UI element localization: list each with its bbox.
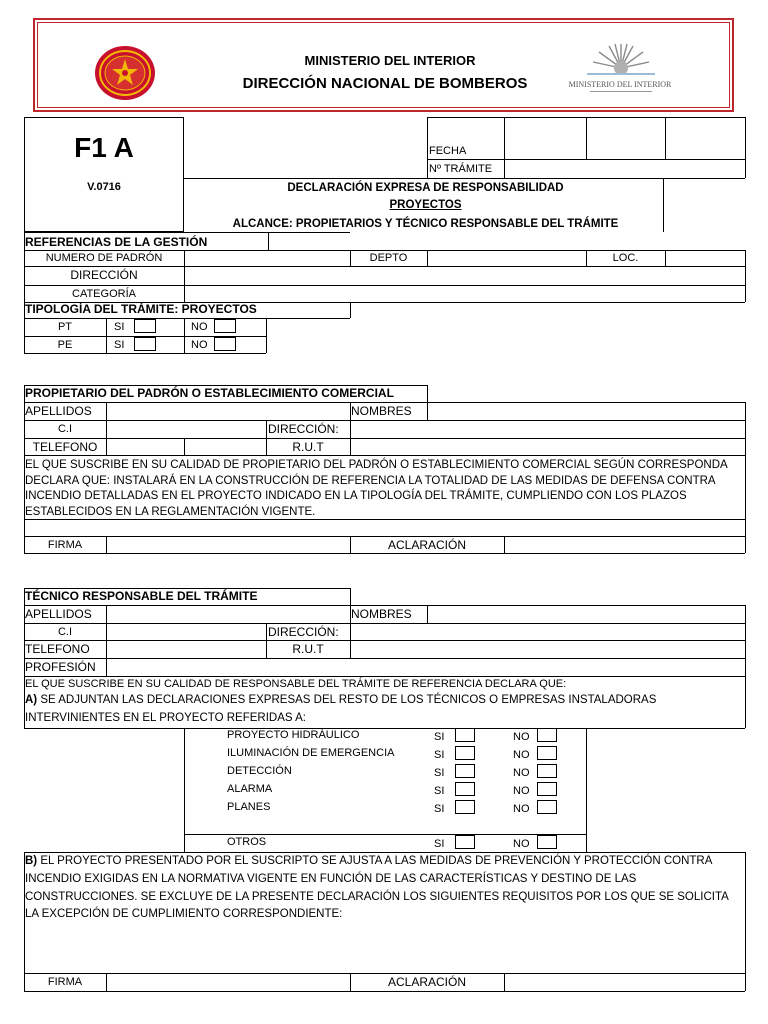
tipologia-pe-label: PE	[57, 339, 73, 351]
ministerio-sun-logo-icon	[585, 40, 657, 80]
tipologia-pe-si-label: SI	[114, 339, 125, 351]
tec-direccion-label: DIRECCIÓN:	[268, 625, 339, 639]
tec-aclaracion-field[interactable]	[505, 974, 744, 990]
direccion-field[interactable]	[185, 267, 744, 284]
prop-ci-label: C.I	[57, 423, 73, 435]
form-scope: ALCANCE: PROPIETARIOS Y TÉCNICO RESPONSABLE DEL TRÁMITE	[232, 218, 619, 230]
prop-nombres-field[interactable]	[428, 403, 744, 419]
tec-a-line1	[25, 694, 656, 707]
hidraulico-si-checkbox[interactable]	[455, 728, 475, 742]
referencias-heading: REFERENCIAS DE LA GESTIÓN	[25, 235, 208, 249]
ministerio-logo-text: MINISTERIO DEL INTERIOR	[568, 80, 672, 89]
logo-subline	[590, 91, 652, 92]
tec-b-label: B)	[25, 855, 38, 867]
prop-firma-label: FIRMA	[47, 539, 83, 551]
tec-b-line1	[25, 854, 712, 868]
prop-rut-field[interactable]	[351, 439, 744, 454]
item-label: PROYECTO HIDRÁULICO	[227, 729, 360, 741]
direction-title: DIRECCIÓN NACIONAL DE BOMBEROS	[242, 75, 528, 92]
depto-label: DEPTO	[369, 252, 408, 264]
prop-declaration-line: EL QUE SUSCRIBE EN SU CALIDAD DE PROPIETARIO DEL PADRÓN O ESTABLECIMIENTO COMERCIAL SEGÚN CORRESPONDA	[25, 459, 728, 471]
form-title: DECLARACIÓN EXPRESA DE RESPONSABILIDAD	[287, 182, 564, 194]
tec-ci-label: C.I	[57, 626, 73, 638]
iluminacion-no-checkbox[interactable]	[537, 746, 557, 760]
tec-b-line: LA EXCEPCIÓN DE CUMPLIMIENTO CORRESPONDIENTE:	[25, 908, 343, 920]
pe-si-checkbox[interactable]	[134, 337, 156, 351]
direccion-label: DIRECCIÓN	[70, 268, 138, 282]
prop-apellidos-label: APELLIDOS	[25, 404, 92, 418]
categoria-field[interactable]	[185, 286, 744, 301]
bomberos-emblem-icon	[93, 44, 157, 102]
fecha-label: FECHA	[429, 145, 467, 157]
deteccion-no-checkbox[interactable]	[537, 764, 557, 778]
tipologia-pt-label: PT	[57, 321, 73, 333]
planes-si-checkbox[interactable]	[455, 800, 475, 814]
tramite-field[interactable]	[505, 160, 744, 177]
form-subtitle: PROYECTOS	[389, 199, 462, 211]
item-no-label: NO	[513, 838, 530, 850]
tec-b-line: INCENDIO EXIGIDAS EN LA NORMATIVA VIGENTE EN FUNCIÓN DE LAS CARACTERÍSTICAS Y DESTINO DE LAS	[25, 873, 637, 885]
prop-apellidos-field[interactable]	[107, 403, 349, 419]
depto-field[interactable]	[428, 251, 585, 265]
item-label: PLANES	[227, 801, 271, 813]
prop-declaration-line: INCENDIO DETALLADAS EN EL PROYECTO INDICADO EN LA TIPOLOGÍA DEL TRÁMITE, CUMPLIENDO CON LOS PLAZOS	[25, 490, 687, 502]
tec-nombres-label: NOMBRES	[351, 607, 412, 621]
item-label: OTROS	[227, 836, 267, 848]
tec-a-line2: INTERVINIENTES EN EL PROYECTO REFERIDAS A:	[25, 712, 306, 724]
tec-profesion-label: PROFESIÓN	[25, 660, 96, 674]
alarma-no-checkbox[interactable]	[537, 782, 557, 796]
loc-label: LOC.	[612, 252, 639, 264]
loc-field[interactable]	[666, 251, 744, 265]
padron-field[interactable]	[185, 251, 349, 265]
prop-declaration-line: DECLARA QUE: INSTALARÁ EN LA CONSTRUCCIÓN DE REFERENCIA LA TOTALIDAD DE LAS MEDIDAS DE DEFENSA CONTRA	[25, 475, 716, 487]
tec-b-line: CONSTRUCCIONES. SE EXCLUYE DE LA PRESENTE DECLARACIÓN LOS SIGUIENTES REQUISITOS POR LOS QUE SE SOLICITA	[25, 891, 729, 903]
prop-declaration-line: ESTABLECIDOS EN LA REGLAMENTACIÓN VIGENTE.	[25, 506, 316, 518]
item-si-label: SI	[434, 731, 445, 743]
tec-ci-field[interactable]	[107, 624, 265, 639]
item-si-label: SI	[434, 838, 445, 850]
hidraulico-no-checkbox[interactable]	[537, 728, 557, 742]
item-label: ILUMINACIÓN DE EMERGENCIA	[227, 747, 395, 759]
tipologia-pt-no-label: NO	[191, 321, 208, 333]
prop-telefono-field[interactable]	[107, 439, 183, 454]
tec-telefono-field[interactable]	[107, 641, 265, 657]
prop-aclaracion-label: ACLARACIÓN	[387, 538, 467, 552]
item-no-label: NO	[513, 785, 530, 797]
tec-a-label: A)	[25, 694, 38, 706]
padron-label: NUMERO DE PADRÓN	[45, 252, 163, 264]
prop-nombres-label: NOMBRES	[351, 404, 412, 418]
item-label: ALARMA	[227, 783, 273, 795]
item-si-label: SI	[434, 803, 445, 815]
prop-rut-label: R.U.T	[292, 440, 324, 454]
tec-apellidos-label: APELLIDOS	[25, 607, 92, 621]
tec-profesion-field[interactable]	[107, 659, 349, 675]
item-label: DETECCIÓN	[227, 765, 292, 777]
tec-a-text: SE ADJUNTAN LAS DECLARACIONES EXPRESAS DEL RESTO DE LOS TÉCNICOS O EMPRESAS INSTALADORAS	[37, 694, 657, 706]
pe-no-checkbox[interactable]	[214, 337, 236, 351]
item-no-label: NO	[513, 749, 530, 761]
excepciones-field[interactable]	[26, 922, 744, 972]
tec-telefono-label: TELEFONO	[25, 642, 90, 656]
form-code: F1 A	[74, 132, 134, 163]
tec-rut-field[interactable]	[351, 641, 744, 657]
alarma-si-checkbox[interactable]	[455, 782, 475, 796]
pt-no-checkbox[interactable]	[214, 319, 236, 333]
fecha-field[interactable]	[505, 118, 744, 158]
item-si-label: SI	[434, 749, 445, 761]
prop-telefono-label: TELEFONO	[32, 440, 98, 454]
item-no-label: NO	[513, 767, 530, 779]
tec-nombres-field[interactable]	[428, 606, 744, 622]
tec-aclaracion-label: ACLARACIÓN	[387, 975, 467, 989]
tec-apellidos-field[interactable]	[107, 606, 349, 622]
otros-no-checkbox[interactable]	[537, 835, 557, 849]
categoria-label: CATEGORÍA	[72, 288, 136, 300]
tipologia-heading: TIPOLOGÍA DEL TRÁMITE: PROYECTOS	[25, 302, 257, 316]
iluminacion-si-checkbox[interactable]	[455, 746, 475, 760]
tecnico-heading: TÉCNICO RESPONSABLE DEL TRÁMITE	[25, 589, 258, 603]
planes-no-checkbox[interactable]	[537, 800, 557, 814]
propietario-heading: PROPIETARIO DEL PADRÓN O ESTABLECIMIENTO COMERCIAL	[25, 386, 394, 400]
tec-b-text: EL PROYECTO PRESENTADO POR EL SUSCRIPTO SE AJUSTA A LAS MEDIDAS DE PREVENCIÓN Y PROTECCIÓN CONTRA	[37, 855, 713, 867]
item-si-label: SI	[434, 767, 445, 779]
tipologia-pt-si-label: SI	[114, 321, 125, 333]
item-no-label: NO	[513, 803, 530, 815]
tec-rut-label: R.U.T	[292, 642, 324, 656]
prop-ci-field[interactable]	[107, 421, 265, 437]
tramite-label: Nº TRÁMITE	[429, 163, 493, 175]
prop-firma-field[interactable]	[107, 537, 349, 552]
tec-firma-field[interactable]	[107, 974, 349, 990]
tec-firma-label: FIRMA	[47, 976, 83, 988]
otros-si-checkbox[interactable]	[455, 835, 475, 849]
item-si-label: SI	[434, 785, 445, 797]
prop-direccion-field[interactable]	[351, 421, 744, 437]
prop-direccion-label: DIRECCIÓN:	[268, 422, 339, 436]
prop-aclaracion-field[interactable]	[505, 537, 744, 552]
deteccion-si-checkbox[interactable]	[455, 764, 475, 778]
pt-si-checkbox[interactable]	[134, 319, 156, 333]
tec-direccion-field[interactable]	[351, 624, 744, 639]
form-version: V.0716	[87, 181, 121, 193]
ministry-title: MINISTERIO DEL INTERIOR	[304, 53, 476, 68]
tipologia-pe-no-label: NO	[191, 339, 208, 351]
tec-intro: EL QUE SUSCRIBE EN SU CALIDAD DE RESPONSABLE DEL TRÁMITE DE REFERENCIA DECLARA QUE:	[25, 678, 567, 690]
item-no-label: NO	[513, 731, 530, 743]
